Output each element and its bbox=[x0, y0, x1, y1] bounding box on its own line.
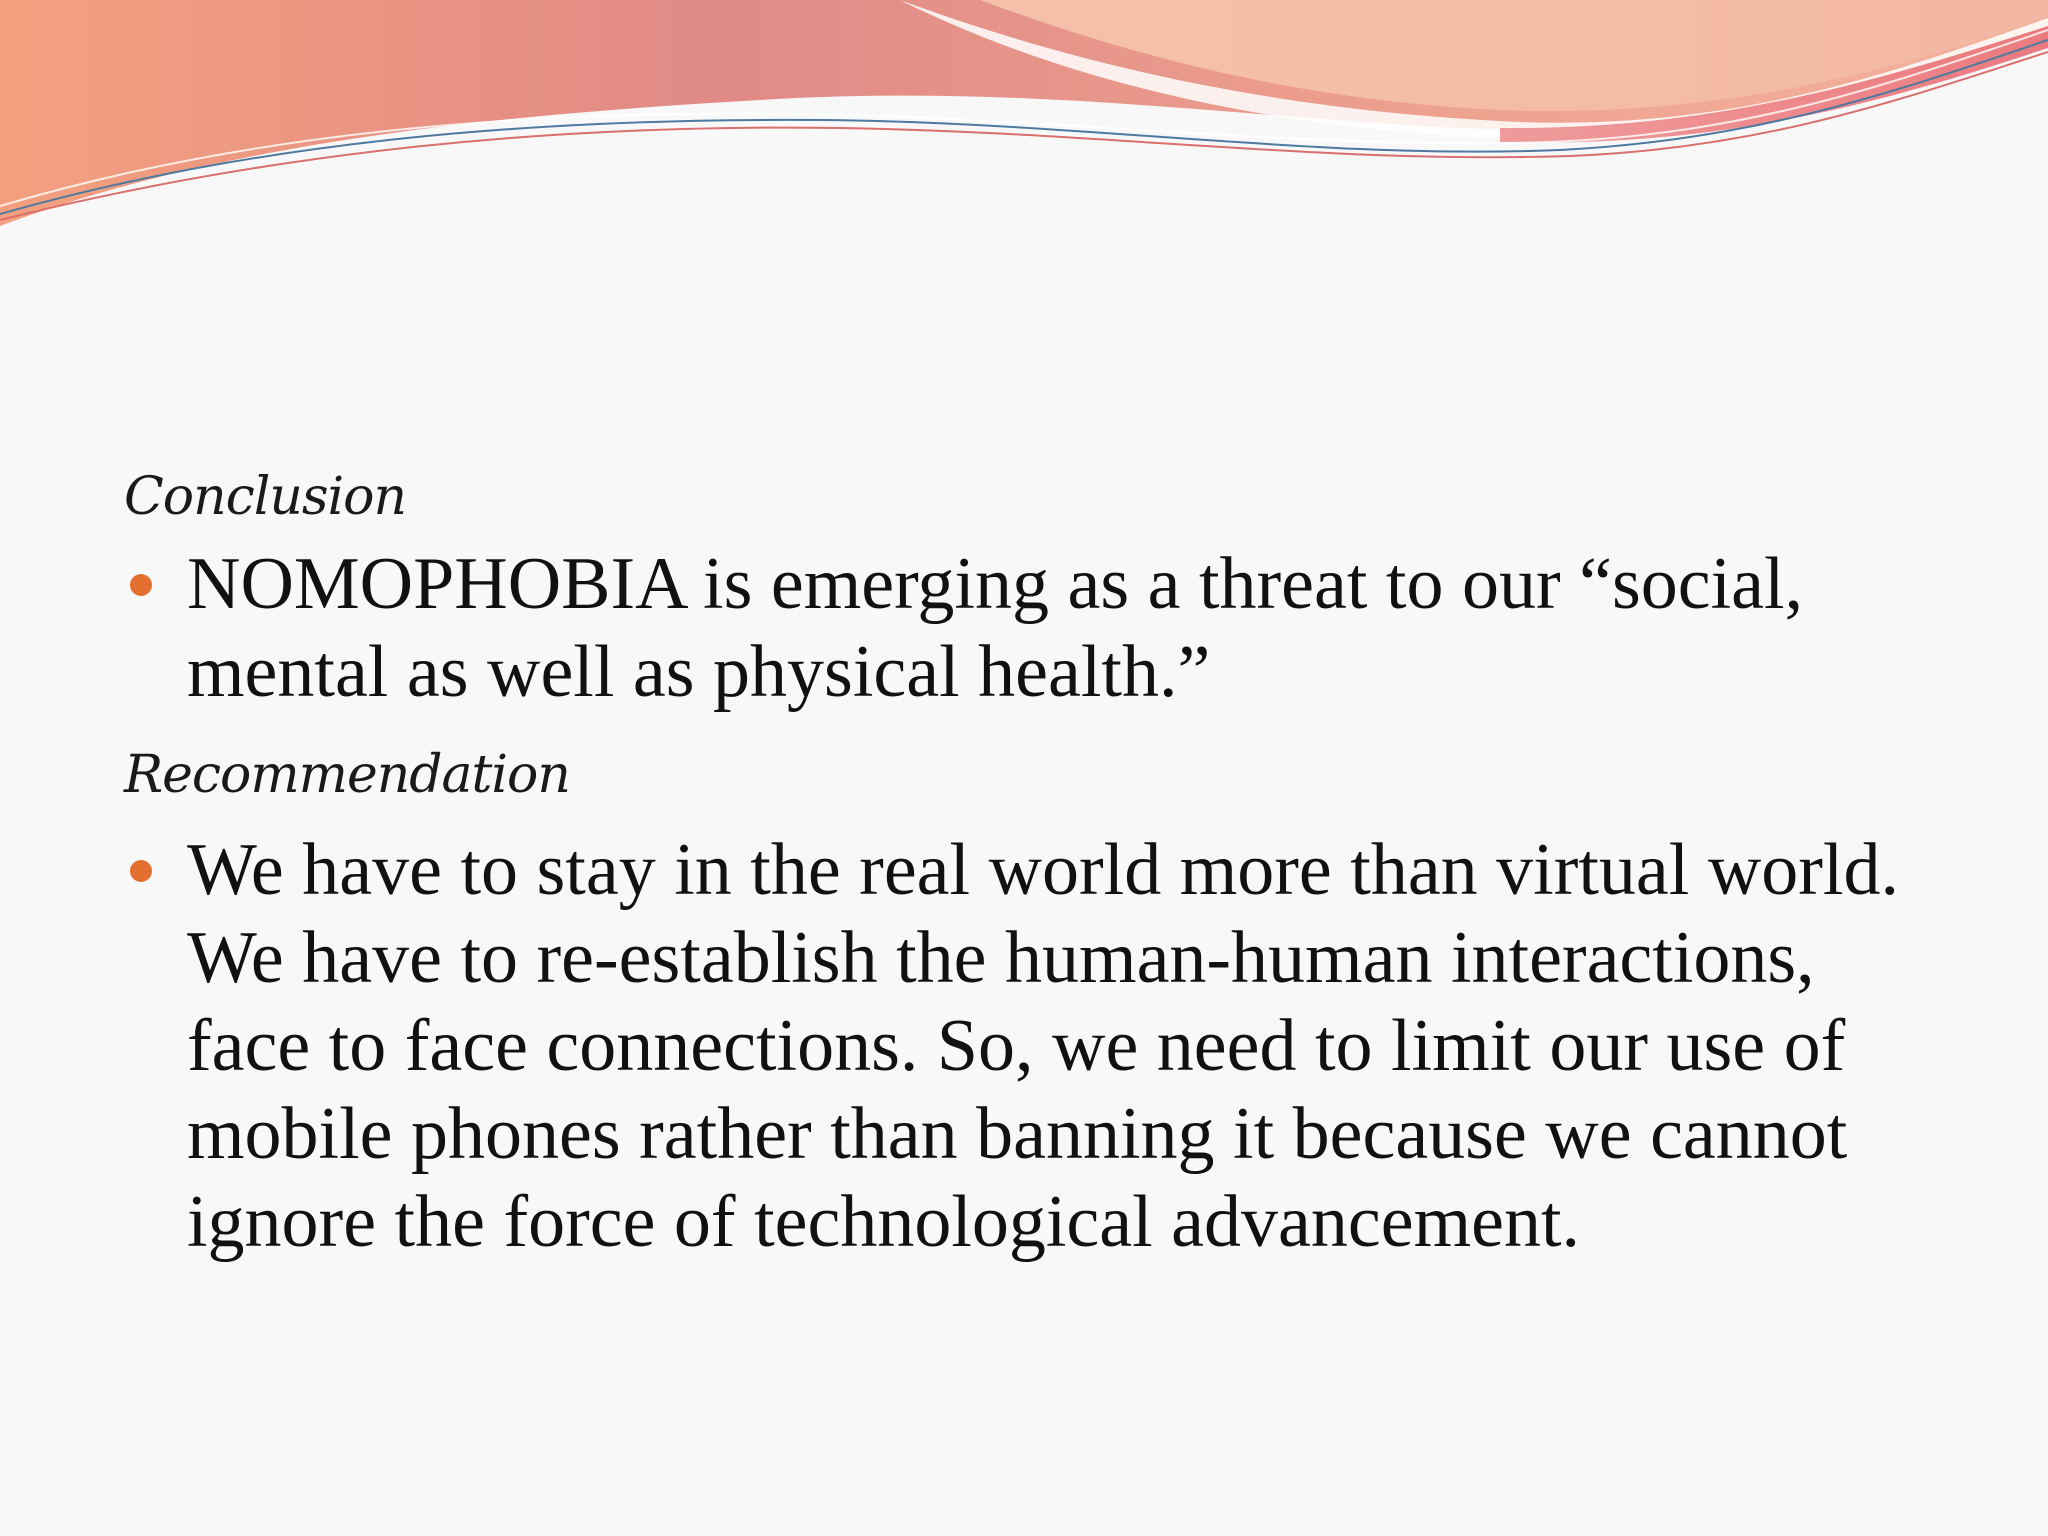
bullet-dot-icon bbox=[130, 574, 152, 596]
recommendation-heading: Recommendation bbox=[124, 745, 570, 805]
conclusion-heading: Conclusion bbox=[124, 467, 406, 527]
conclusion-text: NOMOPHOBIA is emerging as a threat to our “social, mental as well as physical health.” bbox=[187, 543, 1804, 713]
header-wave-decoration bbox=[0, 0, 2048, 260]
conclusion-bullet bbox=[124, 540, 1954, 716]
recommendation-bullet bbox=[124, 826, 1954, 1266]
bullet-dot-icon bbox=[130, 860, 152, 882]
recommendation-text: We have to stay in the real world more than virtual world. We have to re-establish the human-human interactions, face to face connections. So, we need to limit our use of mobile phones rather than banning it because we cannot ignore the force of technological advancement. bbox=[187, 829, 1899, 1263]
slide-body bbox=[124, 462, 1954, 1266]
